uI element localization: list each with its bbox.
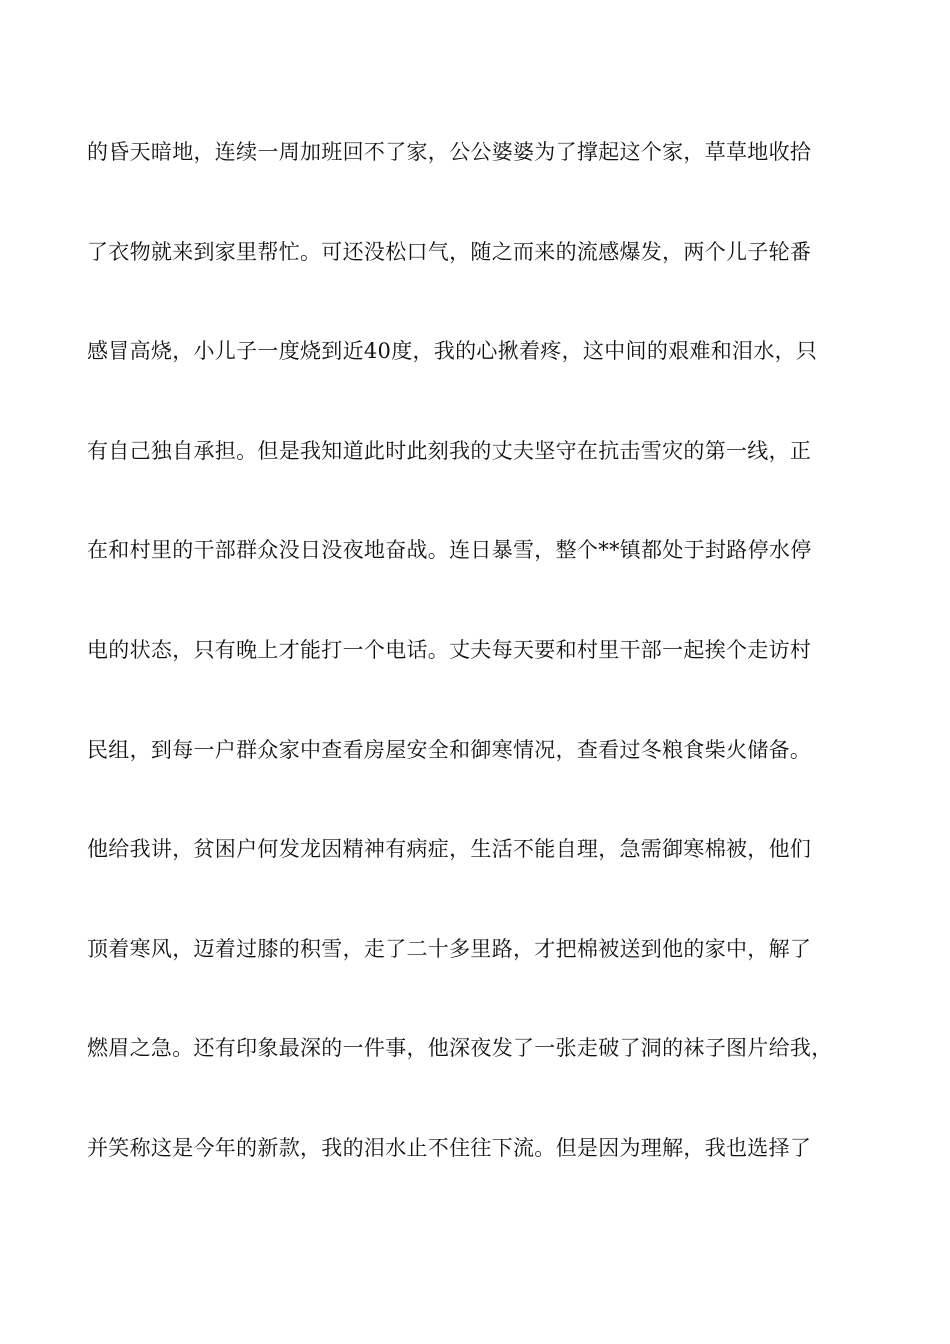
text-line: 了衣物就来到家里帮忙。可还没松口气，随之而来的流感爆发，两个儿子轮番 [87,239,812,264]
text-line: 在和村里的干部群众没日没夜地奋战。连日暴雪，整个**镇都处于封路停水停 [87,538,812,563]
text-line: 燃眉之急。还有印象最深的一件事，他深夜发了一张走破了洞的袜子图片给我， [87,1036,833,1061]
text-line: 他给我讲，贫困户何发龙因精神有病症，生活不能自理，急需御寒棉被，他们 [87,837,812,862]
body-text [87,128,867,1224]
text-line: 民组，到每一户群众家中查看房屋安全和御寒情况，查看过冬粮食柴火储备。 [87,737,812,762]
text-line: 电的状态，只有晚上才能打一个电话。丈夫每天要和村里干部一起挨个走访村 [87,637,812,662]
text-line: 顶着寒风，迈着过膝的积雪，走了二十多里路，才把棉被送到他的家中，解了 [87,936,812,961]
text-line: 感冒高烧，小儿子一度烧到近40度，我的心揪着疼，这中间的艰难和泪水，只 [87,339,818,364]
text-line: 并笑称这是今年的新款，我的泪水止不住往下流。但是因为理解，我也选择了 [87,1135,812,1160]
text-line: 的昏天暗地，连续一周加班回不了家，公公婆婆为了撑起这个家，草草地收拾 [87,140,812,164]
text-line: 有自己独自承担。但是我知道此时此刻我的丈夫坚守在抗击雪灾的第一线，正 [87,438,812,463]
